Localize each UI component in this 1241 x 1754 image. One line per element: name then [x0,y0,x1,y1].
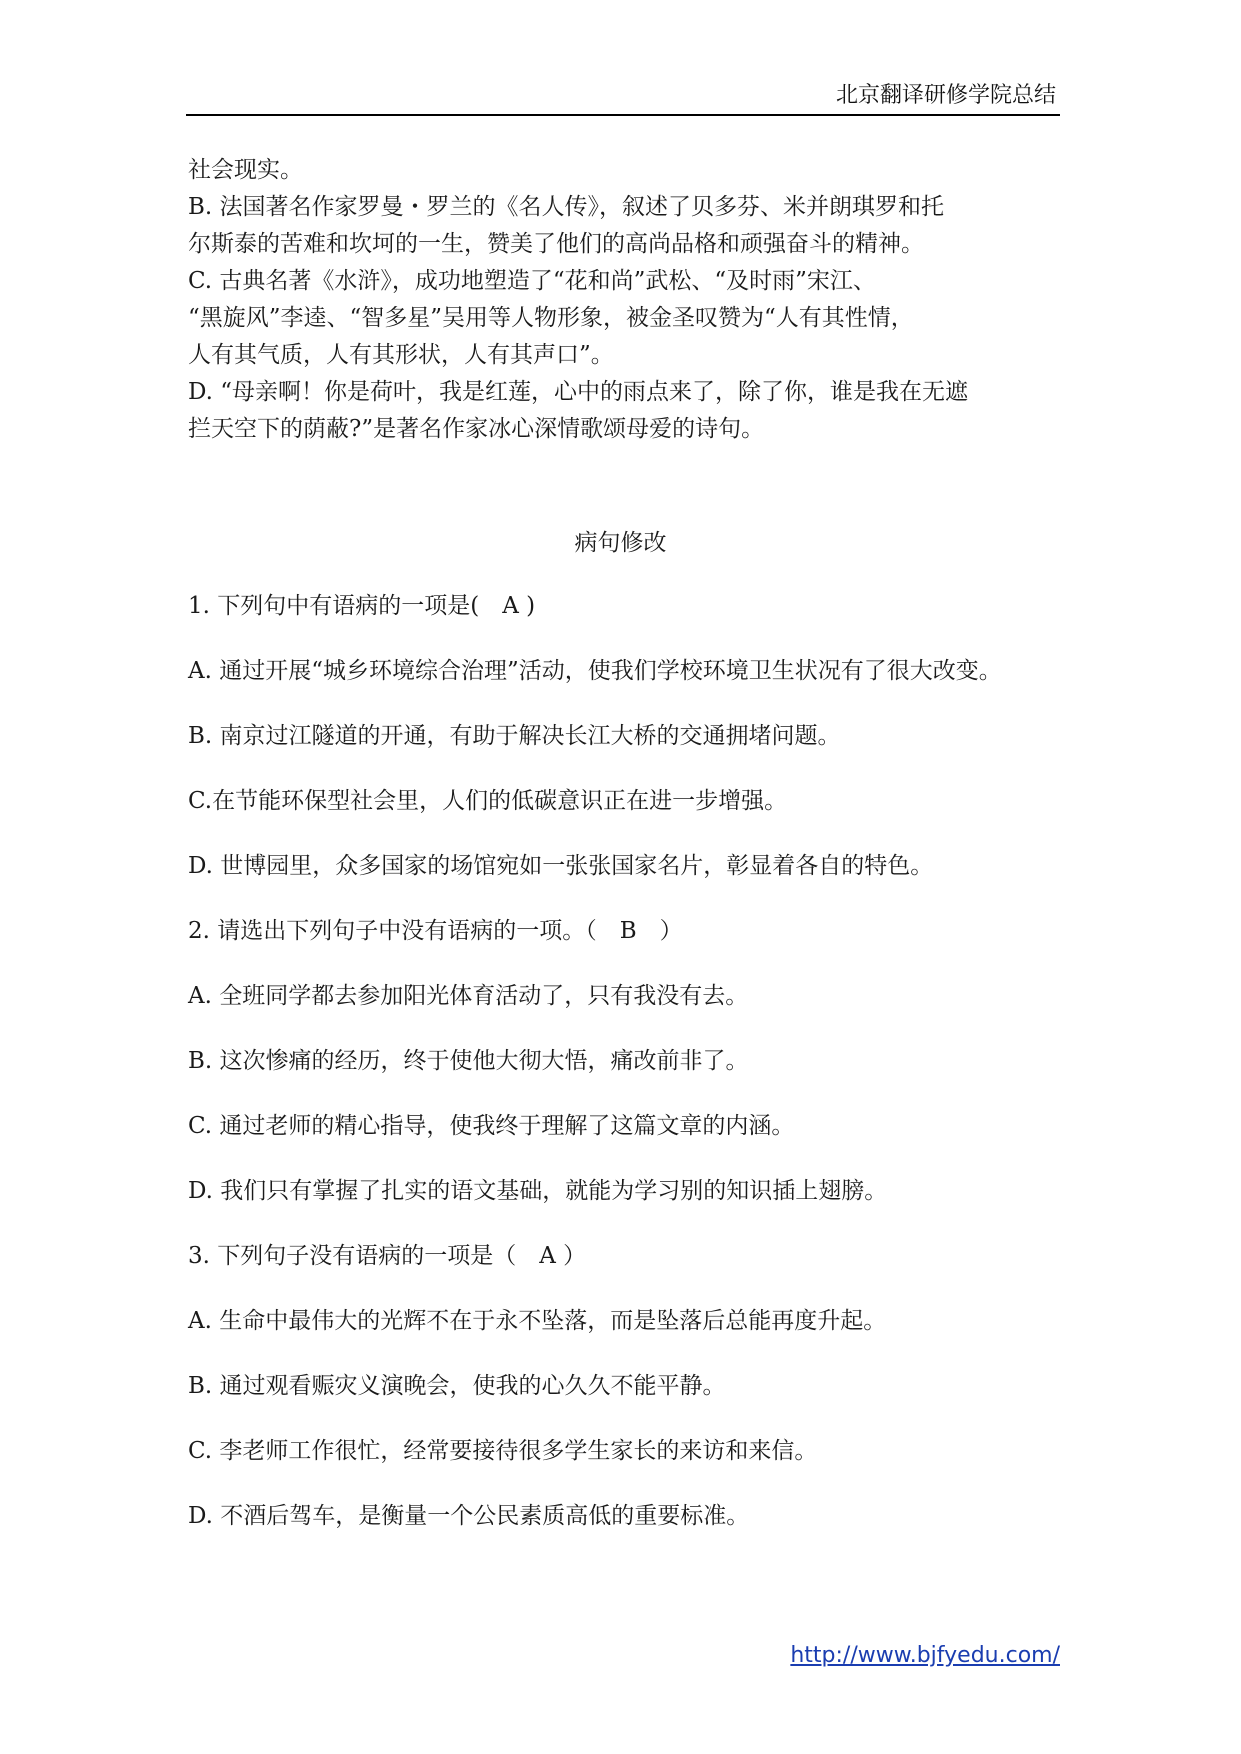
text-line: 拦天空下的荫蔽?”是著名作家冰心深情歌颂母爱的诗句。 [188,416,765,442]
text-line: D. “母亲啊！你是荷叶，我是红莲，心中的雨点来了，除了你，谁是我在无遮 [188,379,969,405]
question-line: D. 不酒后驾车，是衡量一个公民素质高低的重要标准。 [188,1503,750,1529]
intro-text [188,152,1088,448]
section-title: 病句修改 [574,530,667,556]
question-line: C.在节能环保型社会里，人们的低碳意识正在进一步增强。 [188,788,788,814]
question-line: 3. 下列句子没有语病的一项是（ A ） [188,1243,587,1269]
header-title: 北京翻译研修学院总结 [835,83,1056,108]
question-line: 1. 下列句中有语病的一项是( A ) [188,593,536,619]
question-line: D. 世博园里，众多国家的场馆宛如一张张国家名片，彰显着各自的特色。 [188,853,934,879]
text-line: 尔斯泰的苦难和坎坷的一生，赞美了他们的高尚品格和顽强奋斗的精神。 [188,231,924,257]
question-line: C. 李老师工作很忙，经常要接待很多学生家长的来访和来信。 [188,1438,818,1464]
question-line: B. 通过观看赈灾义演晚会，使我的心久久不能平静。 [188,1373,726,1399]
question-line: A. 通过开展“城乡环境综合治理”活动，使我们学校环境卫生状况有了很大改变。 [188,658,1002,684]
question-line: B. 南京过江隧道的开通，有助于解决长江大桥的交通拥堵问题。 [188,723,841,749]
question-line: C. 通过老师的精心指导，使我终于理解了这篇文章的内涵。 [188,1113,795,1139]
text-line: “黑旋风”李逵、“智多星”吴用等人物形象，被金圣叹赞为“人有其性情， [188,305,914,331]
text-line: B. 法国著名作家罗曼・罗兰的《名人传》，叙述了贝多芬、米并朗琪罗和托 [188,194,945,220]
question-line: D. 我们只有掌握了扎实的语文基础，就能为学习别的知识插上翅膀。 [188,1178,888,1204]
text-line: C. 古典名著《水浒》，成功地塑造了“花和尚”武松、“及时雨”宋江、 [188,268,876,294]
text-line: 社会现实。 [188,157,303,183]
question-line: A. 生命中最伟大的光辉不在于永不坠落，而是坠落后总能再度升起。 [188,1308,887,1334]
page-header [186,76,1060,116]
text-line: 人有其气质，人有其形状，人有其声口”。 [188,342,614,368]
question-line: A. 全班同学都去参加阳光体育活动了，只有我没有去。 [188,983,749,1009]
question-line: B. 这次惨痛的经历，终于使他大彻大悟，痛改前非了。 [188,1048,749,1074]
footer-link[interactable]: http://www.bjfyedu.com/ [790,1643,1060,1668]
question-line: 2. 请选出下列句子中没有语病的一项。（ B ） [188,918,683,944]
